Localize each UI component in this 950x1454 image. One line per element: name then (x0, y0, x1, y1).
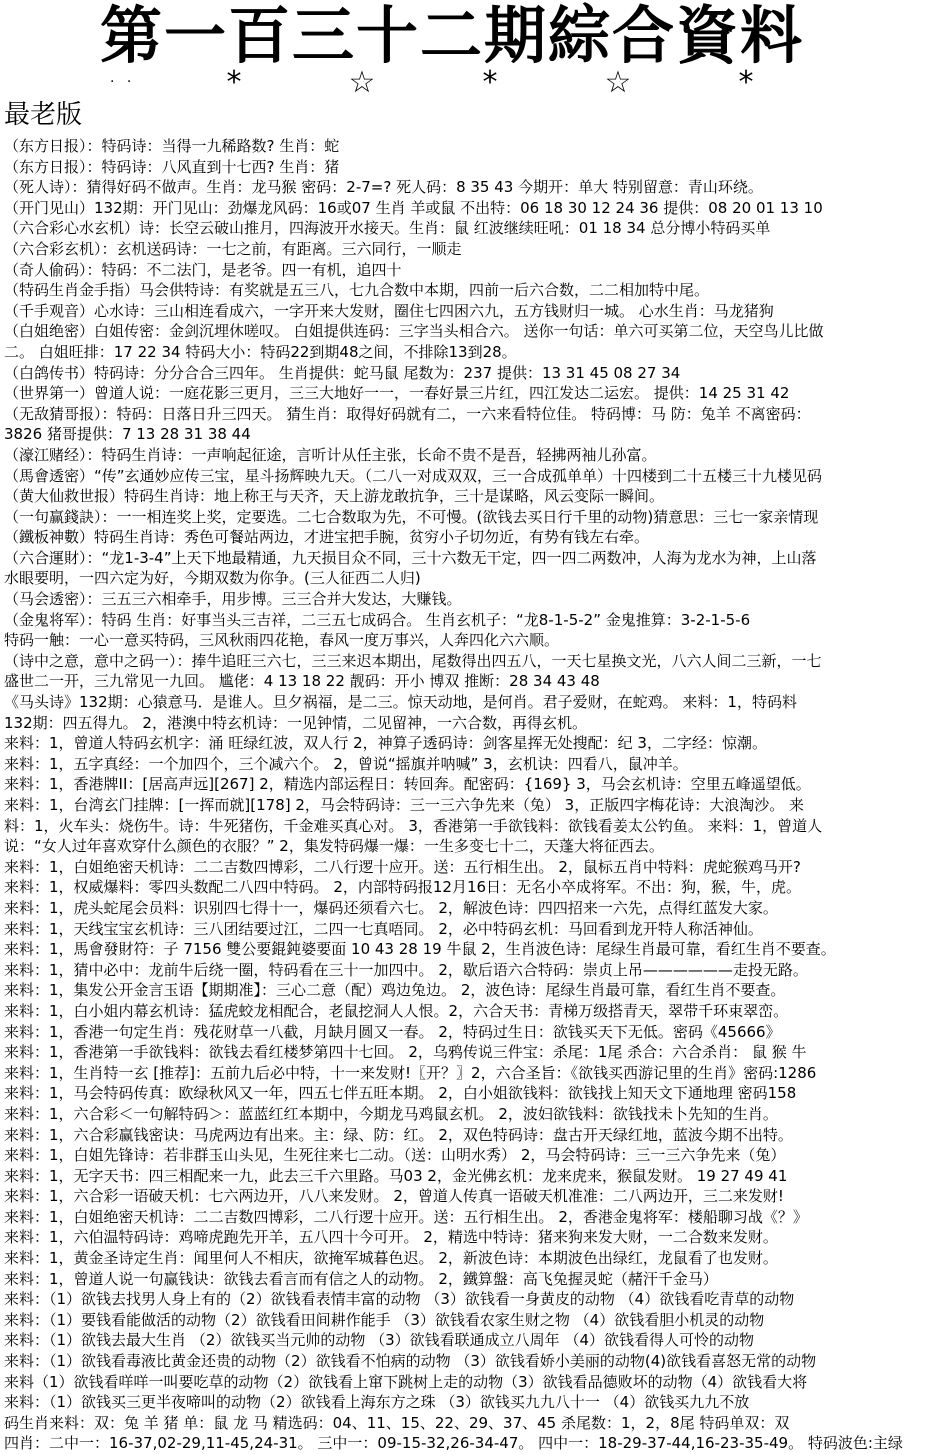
text-line: （六合運財）：“龙1-3-4”上天下地最精通，九天损目众不同，三十六数无干定，四一四二两数冲，人海为龙水为神，上山落 (4, 548, 817, 567)
text-line: 3826 猪哥提供：7 13 28 31 38 44 (4, 425, 251, 444)
text-line: 来料：（1）欲钱去最大生肖 （2）欲钱买当元帅的动物 （3）欲钱看联通成立八周年 （4）欲钱看得人可怜的动物 (4, 1331, 754, 1350)
text-line: 来料：1，天线宝宝玄机诗：三八团结要过江，二四一七真唔同。 2，必中特码玄机：马回看到龙开特人称活神仙。 (4, 919, 763, 938)
text-line: （诗中之意，意中之码一）：捧牛追旺三六七，三三来迟本期出，尾数得出四五八，一天七星换文光，八六人间二三新，一七 (4, 651, 822, 670)
text-line: 说：“女人过年喜欢穿什么颜色的衣服？” 2，集发特码爆一爆：一生多变七十二，天蓬大将征西去。 (4, 837, 664, 856)
text-line: 来料：（1）欲钱看毒液比黄金还贵的动物（2）欲钱看不怕病的动物 （3）欲钱看娇小美丽的动物(4)欲钱看喜怒无常的动物 (4, 1352, 817, 1371)
text-line: 水眼要明，一四六定为好，今期双数为你争。(三人征西二人归) (4, 569, 421, 588)
text-line: 来料：1，黄金圣诗定生肖：闻里何人不相庆，欲掩军城暮色迟。 2，新波色诗：本期波色出绿红，龙鼠看了也发财。 (4, 1249, 778, 1268)
text-line: 来料：1，白姐绝密天机诗：二二吉数四博彩，二八行逻十应开。送：五行相生出。 2，鼠标五肖中特料：虎蛇猴鸡马开? (4, 857, 801, 876)
text-line: （无敌猜哥报）：特码：日落日升三四天。 猜生肖：取得好码就有二，一六来看特位佳。 特码博：马 防：兔羊 不离密码： (4, 404, 811, 423)
divider-dots: · · (110, 74, 136, 90)
text-line: 来料：1，六合彩赢钱密诀：马虎两边有出来。主：绿、防：红。 2，双色特码诗：盘古开天绿红地，蓝波今期不出特。 (4, 1125, 793, 1144)
text-line: （开门见山）132期：开门见山：劲爆龙风码：16或07 生肖 羊或鼠 不出特：06 18 30 12 24 36 提供：08 20 01 13 10 (4, 198, 823, 217)
text-line: 来料：1，猜中必中：龙前牛后绕一圈，特码看在三十一加四中。 2，歇后语六合特码：崇贞上吊——————走投无路。 (4, 960, 808, 979)
text-line: 来料：1，五字真经：一个加四个，三个减六个。 2，曾说“摇旗并呐喊” 3，玄机诀：四看八，鼠冲羊。 (4, 754, 688, 773)
text-line: 来料：1，曾道人特码玄机字：涌 旺绿红波，双人行 2，神算子透码诗：剑客星挥无处搜配：纪 3，二字经：惊潮。 (4, 734, 767, 753)
text-line: 来料：1，台湾玄门挂牌：[一挥而就][178] 2，马会特码诗：三一三六争先来（兔） 3，正版四字梅花诗：大浪淘沙。 来 (4, 796, 804, 814)
version-label: 最老版 (4, 100, 83, 130)
text-line: 来料：1，馬會發財符：子 7156 雙公要錕鈍婆要面 10 43 28 19 牛鼠 2，生肖波色诗：尾绿生肖最可靠，看红生肖不要查。 (4, 940, 836, 959)
text-line: 来料：1，权威爆料：零四头数配二八四中特码。 2，内部特码报12月16日：无名小卒成将军。不出：狗，猴，牛，虎。 (4, 878, 802, 897)
text-line: 《马头诗》132期：心猿意马．是谁人。旦夕祸福，是二三。惊天动地，是何肖。君子爱财，在蛇鸡。 来料：1，特码料 (4, 693, 797, 712)
text-line: 码生肖来料：双：兔 羊 猪 单：鼠 龙 马 精选码：04、11、15、22、29、37、45 杀尾数：1，2，8尾 特码单双：双 (4, 1413, 790, 1432)
text-line: 来料：1，无字天书：四三相配来一九，此去三千六里路。马03 2，金光佛玄机：龙来虎来，猴鼠发财。 19 27 49 41 (4, 1166, 788, 1185)
text-line: （东方日报）：特码诗：八风直到十七西? 生肖：猪 (4, 157, 340, 176)
text-line: 来料：1，香港牌II：[居高声远][267] 2，精选内部运程日：转回奔。配密码：{169} 3，马会玄机诗：空里五峰遥望低。 (4, 775, 811, 794)
text-line: （白鸽传书）特码诗：分分合合三四年。 生肖提供：蛇马鼠 尾数为：237 提供：13 31 45 08 27 34 (4, 363, 681, 382)
star-icon: ☆ (348, 64, 376, 100)
asterisk-icon: * (482, 64, 498, 100)
text-line: （一句赢錢訣）：一一相连奖上奖，定要选。二七合数取为先，不可慢。(欲钱去买日行千里的动物)猜意思：三七一家亲情现 (4, 507, 819, 526)
text-line: （千手观音）心水诗：三山相连看成六，一字开来大发财，圈住七四困六九，五方钱财归一城。 心水生肖：马龙猪狗 (4, 301, 774, 320)
text-line: （六合彩玄机）：玄机送码诗：一七之前，有距离。三六同行，一顺走 (4, 239, 462, 258)
text-line: 来料：1，白小姐内幕玄机诗：猛虎蛟龙相配合，老鼠挖洞人人恨。2，六合天书：青梯万级搭青天，翠带千环束翠峦。 (4, 1001, 789, 1020)
text-line: 来料（1）欲钱看咩咩一叫要吃草的动物（2）欲钱看上窜下跳树上走的动物（3）欲钱看品德败坏的动物（4）欲钱看大将 (4, 1372, 808, 1391)
star-divider (110, 64, 830, 100)
page-title: 第一百三十二期綜合資料 (100, 0, 805, 72)
text-line: 盛世二一开，三九常见一九回。 尴佬：4 13 18 22 靓码：开小 博双 推断：28 34 43 48 (4, 672, 600, 691)
text-line: 来料：1，集发公开金言玉语【期期准】：三心二意（配）鸡边兔边。 2，波色诗：尾绿生肖最可靠，看红生肖不要查。 (4, 981, 786, 1000)
text-line: （濠江赌经）：特码生肖诗：一声响起征途，言听计从任主张，长命不贵不是吾，轻拂两袖儿孙富。 (4, 445, 657, 464)
star-icon: ☆ (604, 64, 632, 100)
text-line: 132期：四五得九。 2，港澳中特玄机诗：一见钟情，二见留神，一六合数，再得玄机。 (4, 713, 587, 732)
text-line: 来料：（1）欲钱买三更半夜啼叫的动物（2）欲钱看上海东方之珠 （3）欲钱买九九八十一 （4）欲钱买九九不放 (4, 1393, 750, 1412)
text-line: （死人诗）：猜得好码不做声。生肖：龙马猴 密码：2-7=? 死人码：8 35 43 今期开：单大 特别留意：青山环绕。 (4, 178, 763, 197)
text-line: （六合彩心水玄机）诗：长空云破山推月，四海波开水接天。生肖：鼠 红波继续旺吼：01 18 34 总分博小特码买单 (4, 219, 771, 238)
text-line: （鐵板神數）特码生肖诗：秀色可餐站两边，才进宝把手腕，贫穷小子切勿近，有势有钱左右牵。 (4, 528, 650, 547)
text-line: （东方日报）：特码诗：当得一九稀路数? 生肖：蛇 (4, 137, 340, 155)
text-line: （金鬼将军）：特码 生肖：好事当头三吉祥，二三五七成码合。 生肖玄机子：“龙8-1-5-2” 金鬼推算：3-2-1-5-6 (4, 610, 751, 629)
text-line: （黄大仙救世报）特码生肖诗：地上称王与天齐，天上游龙敢抗争，三十是谋略，风云变际一瞬间。 (4, 487, 665, 506)
content-lines (4, 136, 946, 1454)
text-line: （世界第一）曾道人说：一庭花影三更月，三三大地好一一，一春好景三片红，四江发达二运宏。 提供：14 25 31 42 (4, 384, 790, 403)
text-line: 来料：1，白姐先锋诗：若非群玉山头见，生死往来七二动。（送：山明水秀） 2，马会特码诗：三一三六争先来（兔） (4, 1146, 786, 1165)
text-line: 来料：1，六伯温特码诗：鸡啼虎跑先开羊，五八四十今可开。 2，精选中特诗：猪来狗来发大财，一二合数来发财。 (4, 1228, 778, 1247)
text-line: 来料：（1）欲钱去找男人身上有的（2）欲钱看表情丰富的动物 （3）欲钱看一身黄皮的动物 （4）欲钱看吃青草的动物 (4, 1290, 795, 1309)
text-line: 来料：1，六合彩一语破天机：七六两边开，八八来发财。 2，曾道人传真一语破天机准准：二八两边开，三二来发财! (4, 1187, 784, 1206)
text-line: 来料：1，虎头蛇尾会员料：识别四七得十一，爆码还须看六七。 2，解波色诗：四四招来一六先，点得红蓝发大家。 (4, 898, 778, 917)
text-line: 来料：1，白姐绝密天机诗：二二吉数四博彩，二八行逻十应开。送：五行相生出。 2，香港金鬼将军：楼船聊习战《？》 (4, 1207, 808, 1226)
asterisk-icon: * (226, 64, 242, 100)
text-line: 来料：1，六合彩＜一句解特码＞：蓝蓝红红本期中，今期龙马鸡鼠玄机。 2，波妇欲钱料：欲钱找未卜先知的生肖。 (4, 1104, 778, 1123)
text-line: 来料：1，曾道人说一句赢钱诀：欲钱去看言而有信之人的动物。 2，鐵算盤：高飞兔握灵蛇（赭汗千金马） (4, 1269, 718, 1288)
text-line: 来料：1，香港一句定生肖：残花财草一八截，月缺月圆又一春。 2，特码过生日：欲钱买天下无低。密码《45666》 (4, 1022, 781, 1041)
text-line: 二。 白姐旺排：17 22 34 特码大小：特码22到期48之间，不排除13到28。 (4, 342, 517, 361)
asterisk-icon: * (738, 64, 754, 100)
text-line: 来料：1，马会特码传真：欧绿秋风又一年，四五七伴五旺本期。 2，白小姐欲钱料：欲钱找上知天文下通地理 密码158 (4, 1084, 797, 1103)
text-line: 四肖：二中一：16-37,02-29,11-45,24-31。 三中一：09-15-32,26-34-47。 四中一：18-29-37-44,16-23-35-49。 特码波色:主绿 (4, 1434, 903, 1453)
text-line: 来料：（1）要钱看能做活的动物（2）欲钱看田间耕作能手 （3）欲钱看农家生财之物 （4）欲钱看胆小机灵的动物 (4, 1310, 765, 1329)
text-line: （白姐绝密）白姐传密：金剑沉埋休嗟叹。 白姐提供连码：三字当头相合六。 送你一句话：单六可买第二位，天空鸟儿比做 (4, 322, 824, 341)
text-line: 特码一触：一心一意买特码，三风秋雨四花艳，春风一度万事兴，人奔四化六六顺。 (4, 631, 560, 650)
text-line: （特码生肖金手指）马会供特诗：有奖就是五三八，七九合数中本期，四前一后六合数，二二相加特中尾。 (4, 281, 710, 300)
text-line: 料：1，火车头：烧伤牛。诗：牛死猪伤，千金难买真心对。 3，香港第一手欲钱料：欲钱看姜太公钓鱼。 来料：1，曾道人 (4, 816, 823, 835)
text-line: （马会透密）：三五三六相牵手，用步博。三三合并大发达，大赚钱。 (4, 590, 462, 609)
text-line: （馬會透密）“传”玄通妙应传三宝，星斗扬辉映九天。（二八一对成双双，三一合成孤单单）十四楼到二十五楼三十九楼见码 (4, 466, 823, 485)
text-line: 来料：1，生肖特一玄 [推荐]：五前九后必中特，十一来发财!〖开？〗2，六合圣旨：《欲钱买西游记里的生肖》密码:1286 (4, 1063, 817, 1082)
text-line: 来料：1，香港第一手欲钱料：欲钱去看红楼梦第四十七回。 2，乌鸦传说三件宝：杀尾：1尾 杀合：六合杀肖： 鼠 猴 牛 (4, 1043, 807, 1062)
text-line: （奇人偷码）：特码：不二法门，是老爷。四一有机，追四十 (4, 260, 402, 279)
